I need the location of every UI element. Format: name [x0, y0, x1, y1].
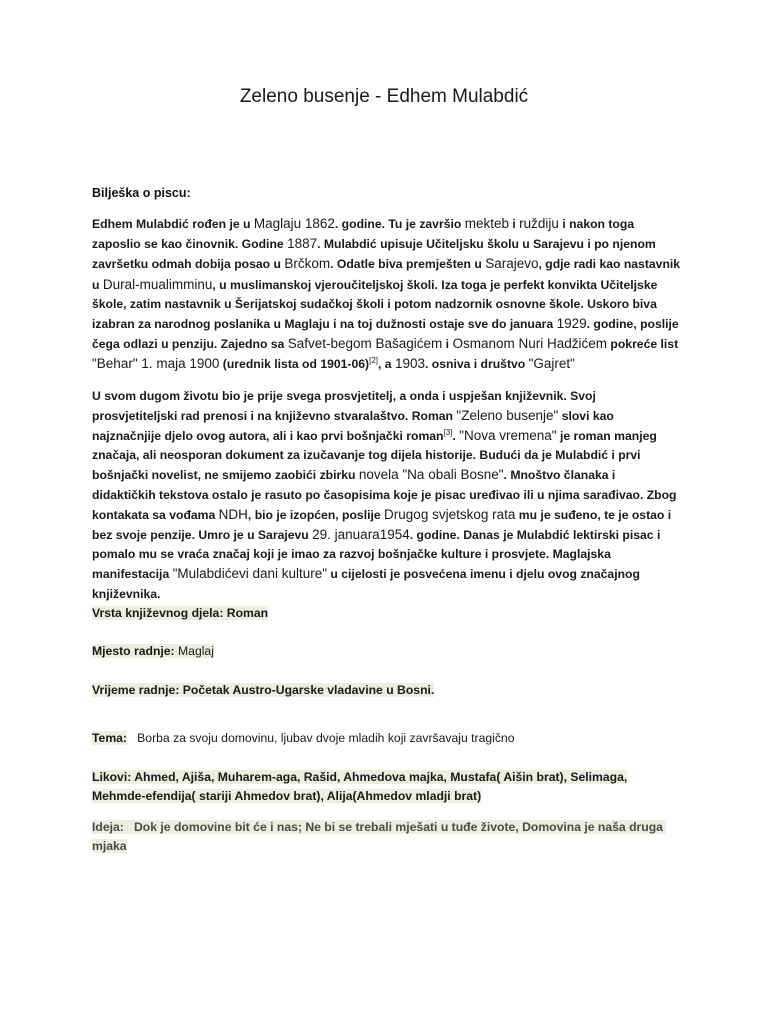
text-run: mu je suđeno, te je ostao i bez svoje penzije. Umro je u Sarajevu	[92, 507, 672, 543]
link-ndh[interactable]: NDH	[218, 506, 248, 522]
field-label: Vrsta književnog djela:	[92, 606, 224, 620]
document-title: Zeleno busenje - Edhem Mulabdić	[239, 86, 529, 107]
footnote-ref[interactable]: [2]	[369, 356, 379, 366]
text-run: .	[452, 429, 460, 444]
biography-paragraph	[92, 214, 682, 375]
text-run: . godine. Danas je Mulabdić lektirski pisac i pomalo mu se vraća značaj koji je imao za razvoj bošnjačke kulture i prosvjete. Maglajska manifestacija	[92, 528, 661, 582]
text-run: , u muslimanskoj vjeroučiteljskoj školi. Iza toga je perfekt konvikta Učiteljske škole, zatim nastavnik u Šerijatskoj sudačkoj školi i potom nadzornik osnovne škole. Uskoro biva izabran za narodnog poslanika u Maglaju i na toj dužnosti ostaje sve do januara	[92, 277, 658, 332]
link-sarajevo[interactable]: Sarajevo	[485, 256, 539, 272]
text-run: i nakon toga zaposlio se kao činovnik. Godine	[92, 217, 635, 252]
field-label: Tema:	[92, 731, 127, 745]
works-paragraph	[92, 387, 682, 604]
text-run: , a	[378, 357, 395, 372]
link-zeleno-busenje[interactable]: "Zeleno busenje"	[456, 407, 559, 423]
field-value: Ahmed, Ajiša, Muharem-aga, Rašid, Ahmedova majka, Mustafa( Aišin brat), Selimaga, Mehmde-efendija( stariji Ahmedov brat), Alija(Ahmedov mladji brat)	[92, 770, 628, 803]
text-run: slovi kao najznačnjije djelo ovog autora, ali i kao prvi bošnjački roman	[92, 408, 614, 444]
field-value: Maglaj	[174, 644, 214, 658]
text-run: . Mulabdić upisuje Učiteljsku školu u Sarajevu i po njenom završetku odmah dobija posao u	[92, 237, 656, 272]
field-vrijeme	[92, 681, 434, 700]
text-run: Edhem Mulabdić rođen je u	[92, 217, 254, 231]
text-run: , bio je izopćen, poslije	[247, 507, 385, 522]
field-likovi	[92, 768, 682, 806]
field-value: Dok je domovine bit će i nas; Ne bi se trebali mješati u tuđe živote, Domovina je naša druga mjaka	[92, 820, 667, 853]
text-run: i	[508, 217, 520, 231]
link-mulabdicevi-dani-kulture[interactable]: "Mulabdićevi dani kulture"	[172, 566, 328, 582]
link-na-obali-bosne[interactable]: novela "Na obali Bosne"	[358, 467, 504, 483]
link-osman-nuri-hadzic[interactable]: Osmanom Nuri Hadžićem	[452, 336, 608, 352]
text-run: . godine, poslije čega odlazi u penziju. Zajedno sa	[92, 317, 679, 352]
document-body	[92, 184, 682, 853]
link-nova-vremena[interactable]: "Nova vremena"	[459, 428, 557, 444]
field-label: Mjesto radnje:	[92, 644, 175, 658]
link-behar[interactable]: "Behar" 1. maja 1900	[92, 356, 220, 372]
field-ideja	[92, 818, 682, 856]
field-value: Početak Austro-Ugarske vladavine u Bosni.	[179, 683, 435, 697]
link-safvet-beg-basagic[interactable]: Safvet-begom Bašagićem	[287, 336, 443, 352]
text-run: je roman manjeg značaja, ali neosporan dokument za izučavanje tog dijela historije. Budući da je Mulabdić i prvi bošnjački novelist, ne smijemo zaobići zbirku	[92, 429, 657, 483]
field-value: Borba za svoju domovinu, ljubav dvoje mladih koji završavaju tragično	[127, 731, 515, 745]
field-vrsta	[92, 604, 268, 623]
text-run: pokreće list	[607, 337, 679, 352]
field-mjesto	[92, 642, 214, 661]
link-ruzdija[interactable]: ruždiju	[519, 216, 559, 231]
section-heading: Bilješka o piscu:	[92, 186, 191, 200]
link-dural-mualimmin[interactable]: Dural-mualimminu	[102, 276, 213, 292]
link-1929[interactable]: 1929	[556, 316, 587, 332]
field-label: Vrijeme radnje:	[92, 683, 180, 697]
link-1903[interactable]: 1903	[394, 356, 425, 372]
text-run: (urednik lista od 1901-06)	[219, 357, 370, 372]
link-drugi-svjetski-rat[interactable]: Drugog svjetskog rata	[384, 506, 516, 522]
field-tema	[92, 729, 515, 748]
text-run: . Mnoštvo članaka i didaktičkih tekstova ostalo je rasuto po časopisima koje je pisac uređivao ili u njima sarađivao. Zbog kontakata sa vođama	[92, 468, 677, 522]
text-run: . godine. Tu je završio	[334, 217, 465, 231]
field-label: Ideja:	[92, 820, 124, 834]
text-run: u cijelosti je posvećena imenu i djelu ovog značajnog književnika.	[92, 567, 640, 601]
link-gajret[interactable]: "Gajret"	[528, 356, 575, 372]
link-mekteb[interactable]: mekteb	[464, 216, 509, 231]
link-29-januar-1954[interactable]: 29. januara1954	[312, 527, 410, 543]
text-run: . osniva i društvo	[425, 357, 529, 372]
text-run: U svom dugom životu bio je prije svega prosvjetitelj, a onda i uspješan književnik. Svoj prosvjetiteljski rad prenosi i na književno stvaralaštvo. Roman	[92, 388, 596, 423]
text-run: i	[442, 337, 453, 352]
link-1887[interactable]: 1887	[287, 236, 318, 252]
link-maglaj[interactable]: Maglaju 1862	[253, 216, 335, 231]
text-run: . Odatle biva premješten u	[330, 257, 486, 272]
field-label: Likovi:	[92, 770, 132, 784]
link-brcko[interactable]: Brčkom	[284, 256, 331, 272]
field-value: Roman	[223, 606, 269, 620]
text-run: , gdje radi kao nastavnik u	[92, 257, 681, 292]
footnote-ref[interactable]: [3]	[443, 427, 453, 437]
